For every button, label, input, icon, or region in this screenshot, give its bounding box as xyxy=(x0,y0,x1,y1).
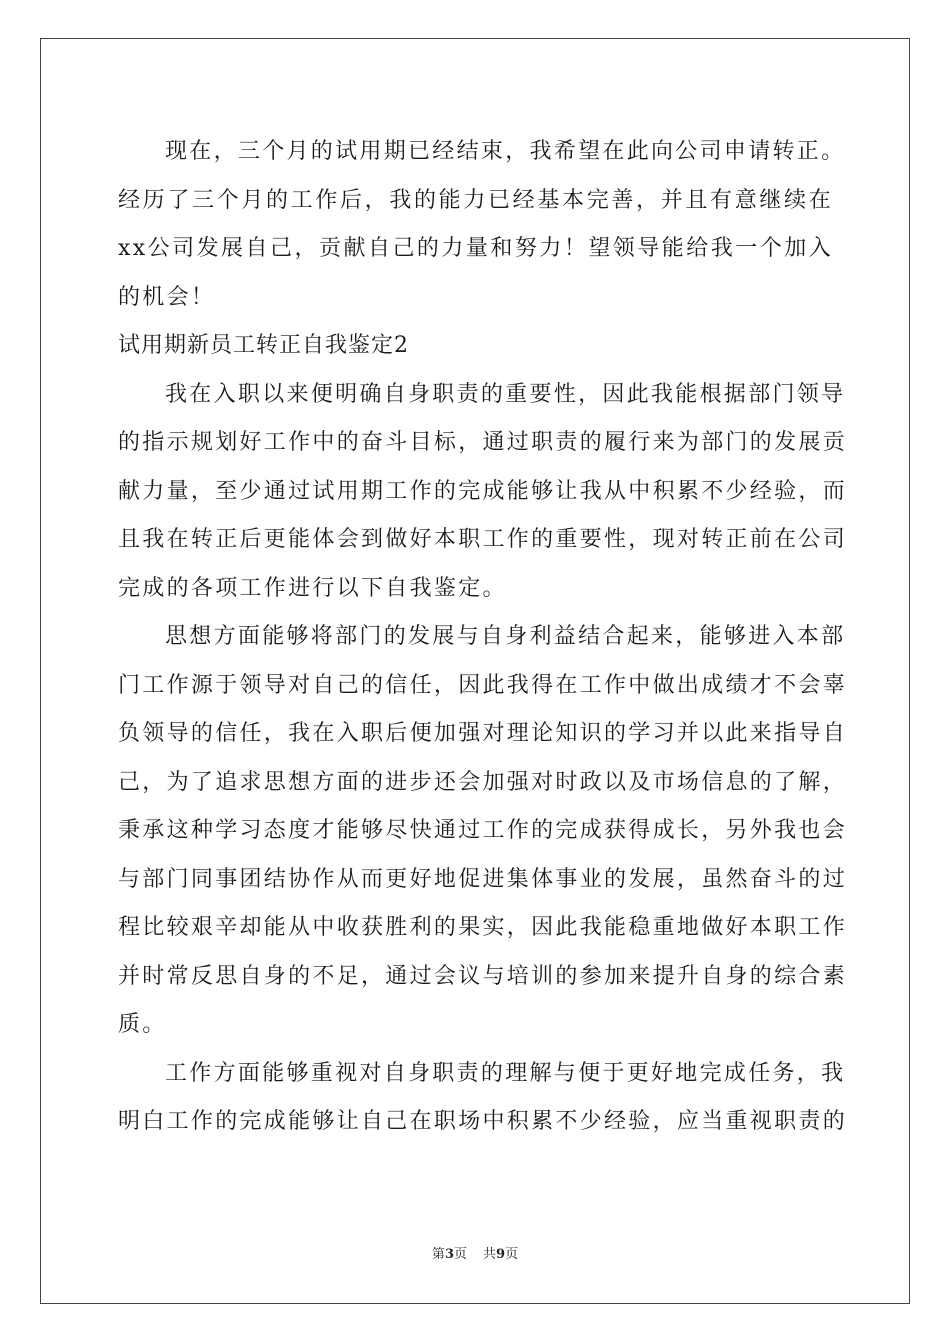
footer-page-suffix: 页 xyxy=(453,1247,467,1262)
footer-page-current: 3 xyxy=(444,1247,454,1262)
paragraph-line: 并时常反思自身的不足，通过会议与培训的参加来提升自身的综合素 xyxy=(118,963,848,989)
paragraph-line: 工作方面能够重视对自身职责的理解与便于更好地完成任务，我 xyxy=(165,1060,846,1086)
paragraph-line: xx公司发展自己，贡献自己的力量和努力！望领导能给我一个加入 xyxy=(118,236,833,261)
section-heading: 试用期新员工转正自我鉴定2 xyxy=(118,333,409,358)
footer-total-suffix: 页 xyxy=(505,1247,519,1262)
paragraph-line: 门工作源于领导对自己的信任，因此我得在工作中做出成绩才不会辜 xyxy=(118,672,848,698)
paragraph-line: 与部门同事团结协作从而更好地促进集体事业的发展，虽然奋斗的过 xyxy=(118,866,848,892)
page-footer xyxy=(0,1246,950,1264)
paragraph-line: 我在入职以来便明确自身职责的重要性，因此我能根据部门领导 xyxy=(165,381,846,407)
paragraph-line: 程比较艰辛却能从中收获胜利的果实，因此我能稳重地做好本职工作 xyxy=(118,915,848,940)
paragraph-line: 的指示规划好工作中的奋斗目标，通过职责的履行来为部门的发展贡 xyxy=(118,430,848,455)
paragraph-line: 完成的各项工作进行以下自我鉴定。 xyxy=(118,575,507,601)
footer-total-prefix: 共 xyxy=(483,1247,497,1262)
paragraph-line: 思想方面能够将部门的发展与自身利益结合起来，能够进入本部 xyxy=(165,624,846,649)
paragraph-line: 负领导的信任，我在入职后便加强对理论知识的学习并以此来指导自 xyxy=(118,721,848,746)
paragraph-line: 质。 xyxy=(118,1012,167,1037)
footer-page-total: 9 xyxy=(496,1247,506,1262)
paragraph-line: 经历了三个月的工作后，我的能力已经基本完善，并且有意继续在 xyxy=(118,187,833,213)
paragraph-line: 秉承这种学习态度才能够尽快通过工作的完成获得成长，另外我也会 xyxy=(118,818,848,843)
footer-page-prefix: 第 xyxy=(431,1247,445,1262)
paragraph-line: 献力量，至少通过试用期工作的完成能够让我从中积累不少经验，而 xyxy=(118,478,848,504)
paragraph-line: 现在，三个月的试用期已经结束，我希望在此向公司申请转正。 xyxy=(165,139,846,164)
paragraph-line: 明白工作的完成能够让自己在职场中积累不少经验，应当重视职责的 xyxy=(118,1109,848,1134)
paragraph-line: 且我在转正后更能体会到做好本职工作的重要性，现对转正前在公司 xyxy=(118,527,848,552)
paragraph-line: 的机会！ xyxy=(118,284,216,310)
paragraph-line: 己，为了追求思想方面的进步还会加强对时政以及市场信息的了解， xyxy=(118,769,848,795)
